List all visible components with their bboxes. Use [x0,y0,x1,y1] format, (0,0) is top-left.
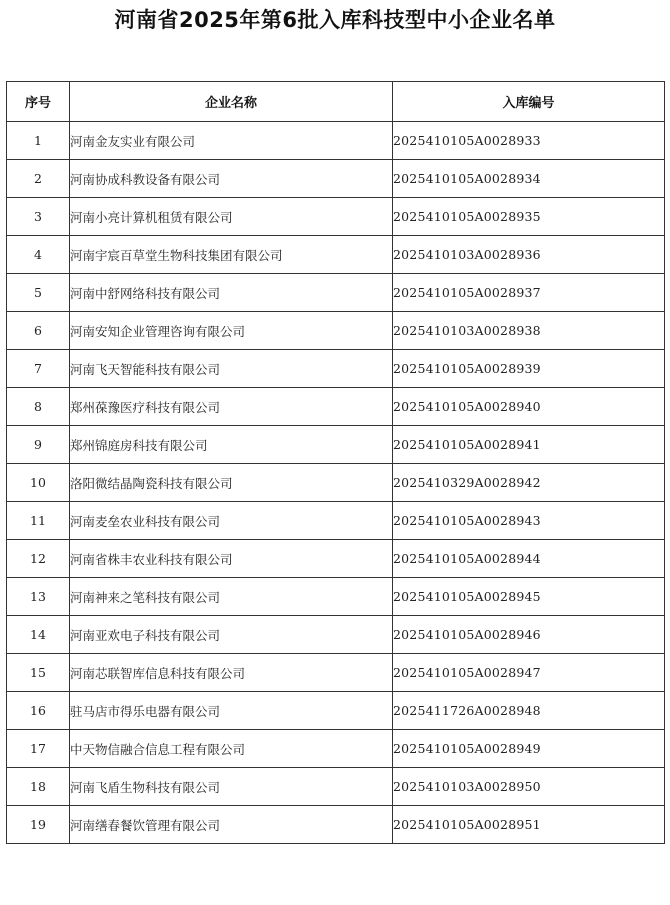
registration-number-cell: 2025410105A0028945 [393,578,665,616]
serial-number-cell: 13 [7,578,70,616]
page-title: 河南省2025年第6批入库科技型中小企业名单 [114,8,556,32]
registration-number-cell: 2025410105A0028933 [393,122,665,160]
registration-number-cell: 2025410105A0028934 [393,160,665,198]
table-row [7,274,665,312]
serial-number-cell: 2 [7,160,70,198]
header-serial-number: 序号 [7,82,70,122]
serial-number-cell: 15 [7,654,70,692]
serial-number-cell: 18 [7,768,70,806]
serial-number-cell: 14 [7,616,70,654]
company-name-cell: 河南飞盾生物科技有限公司 [70,768,393,806]
serial-number-cell: 16 [7,692,70,730]
serial-number-cell: 5 [7,274,70,312]
serial-number-cell: 11 [7,502,70,540]
company-name-cell: 河南省株丰农业科技有限公司 [70,540,393,578]
table-row [7,464,665,502]
table-row [7,616,665,654]
table-row [7,312,665,350]
table-row [7,388,665,426]
registration-number-cell: 2025410105A0028941 [393,426,665,464]
serial-number-cell: 6 [7,312,70,350]
table-row [7,350,665,388]
company-name-cell: 中天物信融合信息工程有限公司 [70,730,393,768]
table-row [7,730,665,768]
company-name-cell: 河南安知企业管理咨询有限公司 [70,312,393,350]
serial-number-cell: 7 [7,350,70,388]
registration-number-cell: 2025410105A0028951 [393,806,665,844]
company-name-cell: 河南神来之笔科技有限公司 [70,578,393,616]
registration-number-cell: 2025410103A0028938 [393,312,665,350]
serial-number-cell: 8 [7,388,70,426]
table-row [7,122,665,160]
table-row [7,426,665,464]
table-row [7,654,665,692]
table-row [7,198,665,236]
company-name-cell: 河南亚欢电子科技有限公司 [70,616,393,654]
registration-number-cell: 2025410105A0028943 [393,502,665,540]
table-row [7,502,665,540]
registration-number-cell: 2025410103A0028936 [393,236,665,274]
header-company-name: 企业名称 [70,82,393,122]
company-list-table [6,81,665,844]
company-name-cell: 河南协成科教设备有限公司 [70,160,393,198]
registration-number-cell: 2025410329A0028942 [393,464,665,502]
serial-number-cell: 9 [7,426,70,464]
company-name-cell: 河南小亮计算机租赁有限公司 [70,198,393,236]
table-row [7,160,665,198]
table-row [7,768,665,806]
serial-number-cell: 3 [7,198,70,236]
registration-number-cell: 2025410105A0028946 [393,616,665,654]
table-row [7,806,665,844]
company-name-cell: 河南麦垒农业科技有限公司 [70,502,393,540]
company-name-cell: 河南宇宸百草堂生物科技集团有限公司 [70,236,393,274]
table-body [7,122,665,844]
table-header-row [7,82,665,122]
table-row [7,578,665,616]
registration-number-cell: 2025410105A0028937 [393,274,665,312]
company-name-cell: 河南芯联智库信息科技有限公司 [70,654,393,692]
serial-number-cell: 10 [7,464,70,502]
company-name-cell: 洛阳微结晶陶瓷科技有限公司 [70,464,393,502]
table-row [7,692,665,730]
registration-number-cell: 2025410105A0028940 [393,388,665,426]
company-name-cell: 郑州锦庭房科技有限公司 [70,426,393,464]
company-name-cell: 河南中舒网络科技有限公司 [70,274,393,312]
header-registration-number: 入库编号 [393,82,665,122]
registration-number-cell: 2025410105A0028949 [393,730,665,768]
registration-number-cell: 2025410105A0028944 [393,540,665,578]
serial-number-cell: 1 [7,122,70,160]
registration-number-cell: 2025410105A0028939 [393,350,665,388]
registration-number-cell: 2025410103A0028950 [393,768,665,806]
company-name-cell: 郑州葆豫医疗科技有限公司 [70,388,393,426]
table-row [7,540,665,578]
company-name-cell: 驻马店市得乐电器有限公司 [70,692,393,730]
registration-number-cell: 2025410105A0028935 [393,198,665,236]
company-name-cell: 河南缮春餐饮管理有限公司 [70,806,393,844]
serial-number-cell: 4 [7,236,70,274]
company-name-cell: 河南飞天智能科技有限公司 [70,350,393,388]
registration-number-cell: 2025410105A0028947 [393,654,665,692]
serial-number-cell: 17 [7,730,70,768]
table-row [7,236,665,274]
serial-number-cell: 19 [7,806,70,844]
registration-number-cell: 2025411726A0028948 [393,692,665,730]
company-name-cell: 河南金友实业有限公司 [70,122,393,160]
serial-number-cell: 12 [7,540,70,578]
